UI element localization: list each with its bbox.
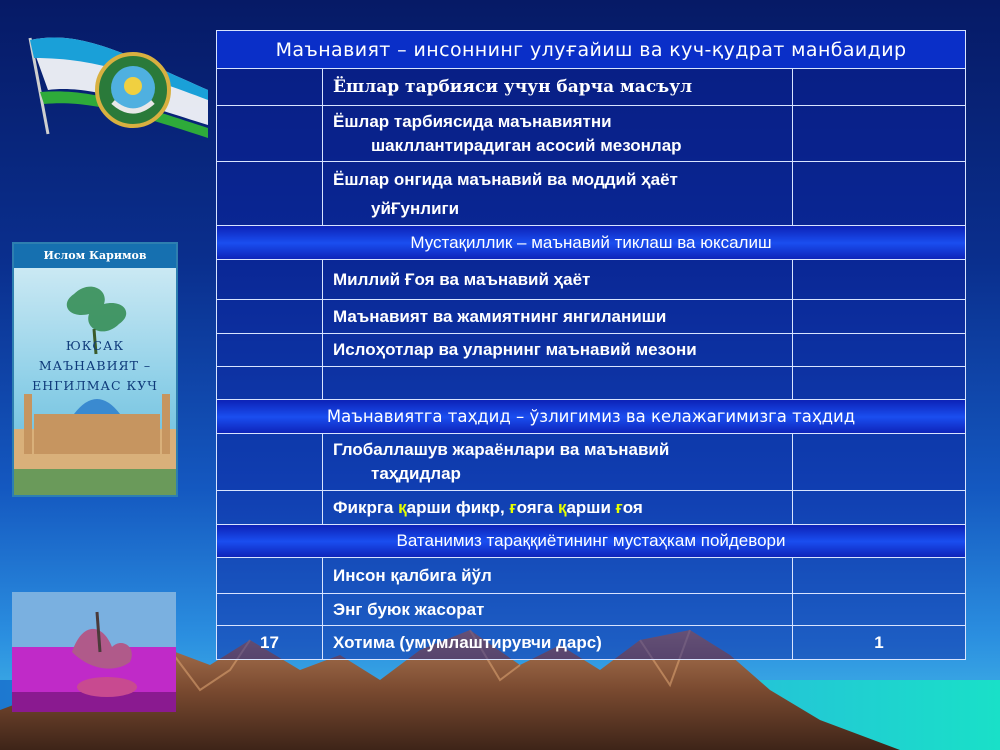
topic-part: оя (622, 497, 643, 517)
table-row (217, 594, 966, 626)
row-hours (793, 434, 966, 491)
row-topic: Миллий Ғоя ва маънавий ҳаёт (323, 260, 793, 300)
topic-part: арши фикр, (406, 497, 510, 517)
table-header-row (217, 31, 966, 69)
table-row (217, 491, 966, 525)
row-topic (323, 106, 793, 162)
topic-part: Фикрга (333, 497, 399, 517)
table-row (217, 558, 966, 594)
row-number (217, 260, 323, 300)
row-topic: Ислоҳотлар ва уларнинг маънавий мезони (323, 334, 793, 367)
topic-part: арши (566, 497, 616, 517)
row-hours (793, 162, 966, 226)
book-title: ЮКСАК МАЪНАВИЯТ – ЕНГИЛМАС КУЧ (32, 338, 158, 393)
row-number (217, 334, 323, 367)
table-section-row (217, 525, 966, 558)
row-topic-line: Ёшлар онгида маънавий ва моддий ҳаёт (333, 169, 678, 189)
row-number (217, 491, 323, 525)
table-row (217, 69, 966, 106)
topic-part: қ (398, 497, 407, 517)
monument-image (12, 592, 176, 712)
row-hours (793, 106, 966, 162)
row-topic: Ёшлар тарбияси учун барча масъул (323, 69, 793, 106)
row-topic (323, 491, 793, 525)
table-section-row (217, 226, 966, 260)
row-hours (793, 491, 966, 525)
row-hours (793, 334, 966, 367)
table-row (217, 260, 966, 300)
row-hours (793, 69, 966, 106)
table-row (217, 626, 966, 660)
topic-part: ғ (615, 497, 623, 517)
table-row (217, 334, 966, 367)
row-topic: Инсон қалбига йўл (323, 558, 793, 594)
section-title: Ватанимиз тараққиётининг мустаҳкам пойдевори (217, 525, 966, 558)
curriculum-table (216, 30, 966, 660)
row-number: 17 (217, 626, 323, 660)
table-row (217, 162, 966, 226)
section-title: Маънавиятга таҳдид – ўзлигимиз ва келажагимизга таҳдид (217, 400, 966, 434)
row-topic (323, 367, 793, 400)
table-row (217, 434, 966, 491)
row-number (217, 106, 323, 162)
row-topic-line: уйҒунлиги (371, 198, 460, 218)
table-header-title: Маънавият – инсоннинг улуғайиш ва куч-қудрат манбаидир (217, 31, 966, 69)
row-number (217, 367, 323, 400)
row-number (217, 594, 323, 626)
row-number (217, 69, 323, 106)
row-topic (323, 434, 793, 491)
row-hours (793, 300, 966, 334)
row-number (217, 162, 323, 226)
table-section-row (217, 400, 966, 434)
row-hours (793, 594, 966, 626)
row-topic: Энг буюк жасорат (323, 594, 793, 626)
book-author: Ислом Каримов (14, 244, 176, 268)
row-hours (793, 558, 966, 594)
row-number (217, 558, 323, 594)
row-hours (793, 367, 966, 400)
row-number (217, 300, 323, 334)
topic-part: ояга (516, 497, 558, 517)
row-topic-line: шакллантирадиган асосий мезонлар (371, 135, 682, 155)
row-topic-line: Глобаллашув жараёнлари ва маънавий (333, 440, 670, 459)
topic-part: ғ (509, 497, 517, 517)
table-row (217, 300, 966, 334)
row-hours (793, 260, 966, 300)
table-row (217, 106, 966, 162)
topic-part: қ (557, 497, 567, 517)
row-topic: Хотима (умумлаштирувчи дарс) (323, 626, 793, 660)
row-topic-line: таҳдидлар (371, 464, 461, 483)
uzbekistan-flag-emblem (8, 30, 218, 140)
row-topic (323, 162, 793, 226)
row-topic: Маънавият ва жамиятнинг янгиланиши (323, 300, 793, 334)
table-row (217, 367, 966, 400)
row-hours: 1 (793, 626, 966, 660)
row-topic-line: Ёшлар тарбиясида маънавиятни (333, 111, 612, 131)
book-cover (12, 242, 178, 497)
section-title: Мустақиллик – маънавий тиклаш ва юксалиш (217, 226, 966, 260)
row-number (217, 434, 323, 491)
